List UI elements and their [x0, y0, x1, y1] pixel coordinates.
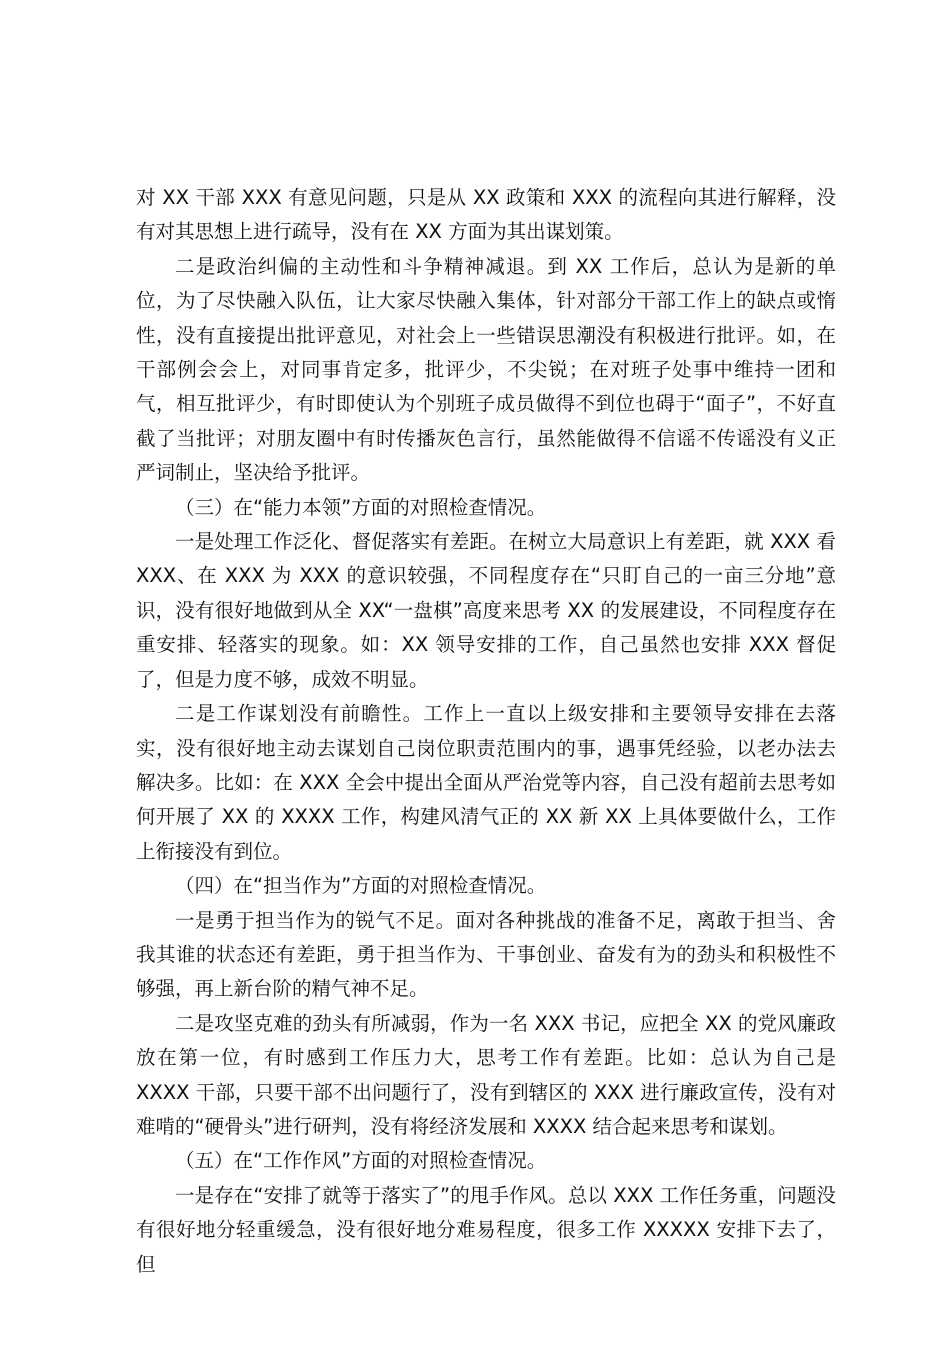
section-heading-ability: （三）在“能力本领”方面的对照检查情况。 [175, 495, 547, 519]
document-body [136, 181, 836, 1282]
paragraph-courage: 一是勇于担当作为的锐气不足。面对各种挑战的准备不足，离敢于担当、舍我其谁的状态还有差距，勇于担当作为、干事创业、奋发有为的劲头和积极性不够强，再上新台阶的精气神不足。 [136, 908, 836, 1001]
paragraph-work-implementation: 一是处理工作泛化、督促落实有差距。在树立大局意识上有差距，就 XXX 看 XXX、在 XXX 为 XXX 的意识较强，不同程度存在“只盯自己的一亩三分地”意识，没有很好地做到从全 XX“一盘棋”高度来思考 XX 的发展建设，不同程度存在重安排、轻落实的现象。如：XX 领导安排的工作，自己虽然也安排 XXX 督促了，但是力度不够，成效不明显。 [136, 530, 836, 691]
section-heading-responsibility: （四）在“担当作为”方面的对照检查情况。 [175, 874, 547, 898]
paragraph-tackling-difficulties: 二是攻坚克难的劲头有所减弱，作为一名 XXX 书记，应把全 XX 的党风廉政放在第一位，有时感到工作压力大，思考工作有差距。比如：总认为自己是 XXXX 干部，只要干部不出问题行了，没有到辖区的 XXX 进行廉政宣传，没有对难啃的“硬骨头”进行研判，没有将经济发展和 XXXX 结合起来思考和谋划。 [136, 1011, 836, 1138]
section-heading-work-style: （五）在“工作作风”方面的对照检查情况。 [175, 1149, 547, 1173]
paragraph-political-correction: 二是政治纠偏的主动性和斗争精神减退。到 XX 工作后，总认为是新的单位，为了尽快融入队伍，让大家尽快融入集体，针对部分干部工作上的缺点或惰性，没有直接提出批评意见，对社会上一些错误思潮没有积极进行批评。如，在干部例会会上，对同事肯定多，批评少，不尖锐；在对班子处事中维持一团和气，相互批评少，有时即使认为个别班子成员做得不到位也碍于“面子”，不好直截了当批评；对朋友圈中有时传播灰色言行，虽然能做得不信谣不传谣没有义正严词制止，坚决给予批评。 [136, 254, 836, 485]
paragraph-hands-off-style: 一是存在“安排了就等于落实了”的甩手作风。总以 XXX 工作任务重，问题没有很好地分轻重缓急，没有很好地分难易程度，很多工作 XXXXX 安排下去了，但 [136, 1183, 836, 1276]
paragraph-work-planning: 二是工作谋划没有前瞻性。工作上一直以上级安排和主要领导安排在去落实，没有很好地主动去谋划自己岗位职责范围内的事，遇事凭经验，以老办法去解决多。比如：在 XXX 全会中提出全面从严治党等内容，自己没有超前去思考如何开展了 XX 的 XXXX 工作，构建风清气正的 XX 新 XX 上具体要做什么，工作上衔接没有到位。 [136, 702, 836, 863]
paragraph-continuation: 对 XX 干部 XXX 有意见问题，只是从 XX 政策和 XXX 的流程向其进行解释，没有对其思想上进行疏导，没有在 XX 方面为其出谋划策。 [136, 186, 836, 244]
